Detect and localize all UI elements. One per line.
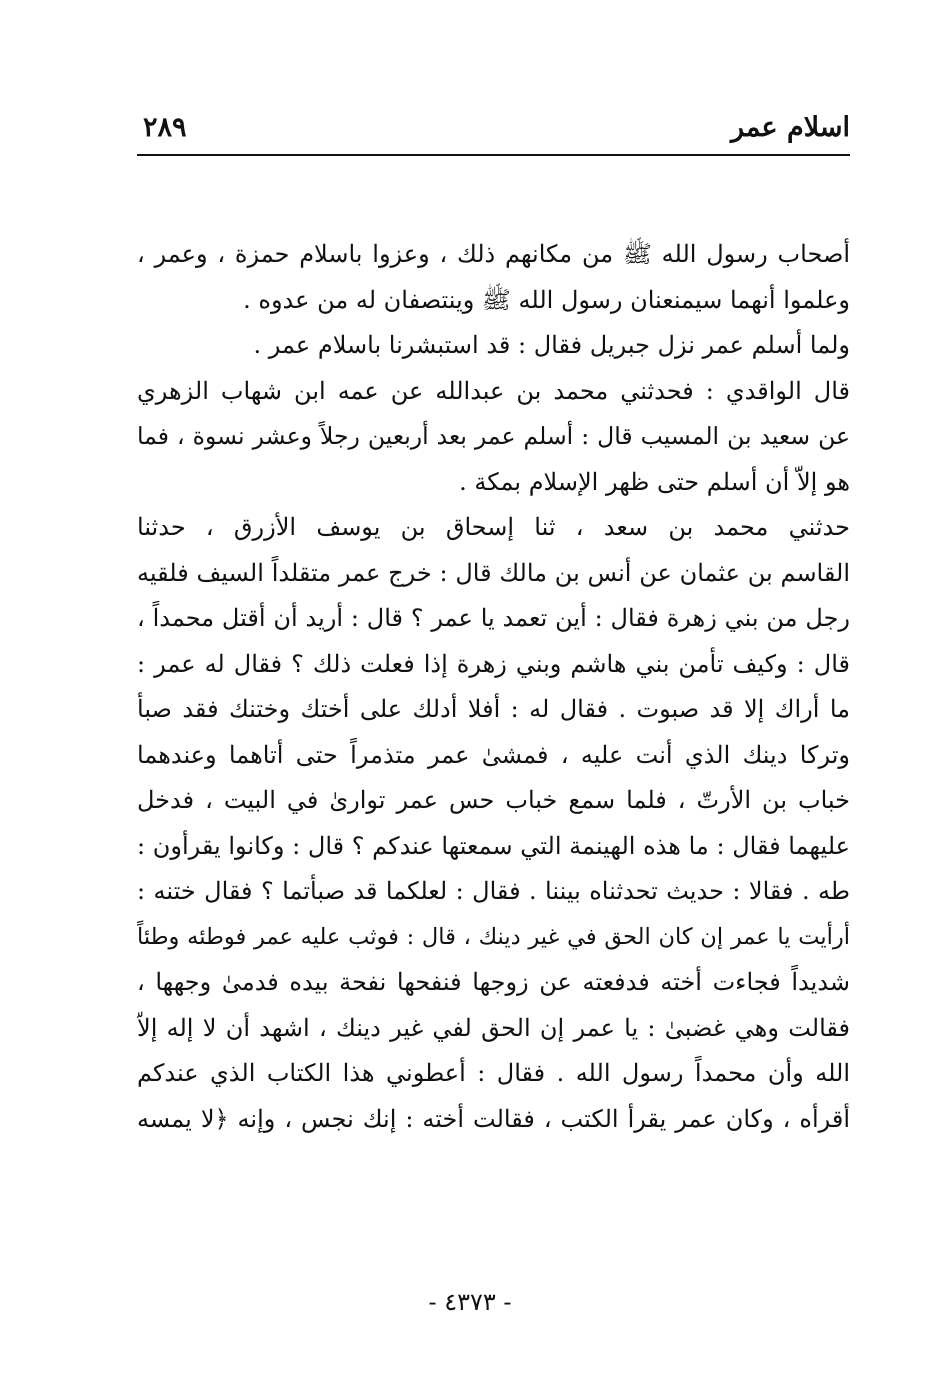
text-line: عن سعيد بن المسيب قال : أسلم عمر بعد أربعين رجلاً وعشر نسوة ، فما: [137, 422, 850, 450]
volume-page-number: - ٤٣٧٣ -: [428, 1288, 512, 1316]
text-line: فقالت وهي غضبىٰ : يا عمر إن الحق لفي غير دينك ، اشهد أن لا إله إلاّ: [137, 1013, 850, 1042]
text-line: ولما أسلم عمر نزل جبريل فقال : قد استبشرنا باسلام عمر .: [253, 331, 850, 359]
text-line: خباب بن الأرتّ ، فلما سمع خباب حس عمر توارىٰ في البيت ، فدخل: [137, 786, 850, 814]
text-line: القاسم بن عثمان عن أنس بن مالك قال : خرج عمر متقلداً السيف فلقيه: [137, 558, 850, 587]
page-number: ٢٨٩: [143, 112, 187, 143]
text-line: هو إلاّ أن أسلم حتى ظهر الإسلام بمكة .: [459, 467, 850, 496]
text-line: شديداً فجاءت أخته فدفعته عن زوجها فنفحها نفحة بيده فدمىٰ وجهها ،: [137, 968, 850, 996]
text-line: أصحاب رسول الله ﷺ من مكانهم ذلك ، وعزوا باسلام حمزة ، وعمر ،: [137, 240, 850, 268]
text-line: أرأيت يا عمر إن كان الحق في غير دينك ، قال : فوثب عليه عمر فوطئه وطئاً: [137, 923, 850, 950]
text-line: قال : وكيف تأمن بني هاشم وبني زهرة إذا فعلت ذلك ؟ فقال له عمر :: [137, 649, 850, 678]
body-text: [137, 232, 850, 1142]
header-divider: [137, 154, 850, 156]
text-line: عليهما فقال : ما هذه الهينمة التي سمعتها عندكم ؟ قال : وكانوا يقرأون :: [137, 831, 850, 860]
text-line: وعلموا أنهما سيمنعنان رسول الله ﷺ وينتصفان له من عدوه .: [243, 285, 850, 314]
text-line: الله وأن محمداً رسول الله . فقال : أعطوني هذا الكتاب الذي عندكم: [137, 1059, 850, 1087]
page-header: [137, 108, 850, 152]
text-line: رجل من بني زهرة فقال : أين تعمد يا عمر ؟ قال : أريد أن أقتل محمداً ،: [137, 604, 850, 632]
text-line: حدثني محمد بن سعد ، ثنا إسحاق بن يوسف الأزرق ، حدثنا: [137, 513, 850, 541]
text-line: قال الواقدي : فحدثني محمد بن عبدالله عن عمه ابن شهاب الزهري: [137, 376, 850, 405]
chapter-title: اسلام عمر: [731, 112, 850, 143]
text-line: طه . فقالا : حديث تحدثناه بيننا . فقال : لعلكما قد صبأتما ؟ فقال ختنه :: [137, 877, 850, 905]
text-line: وتركا دينك الذي أنت عليه ، فمشىٰ عمر متذمراً حتى أتاهما وعندهما: [137, 740, 850, 769]
text-line: أقرأه ، وكان عمر يقرأ الكتب ، فقالت أخته : إنك نجس ، وإنه ﴿لا يمسه: [137, 1104, 850, 1133]
text-line: ما أراك إلا قد صبوت . فقال له : أفلا أدلك على أختك وختنك فقد صبأ: [137, 695, 850, 723]
